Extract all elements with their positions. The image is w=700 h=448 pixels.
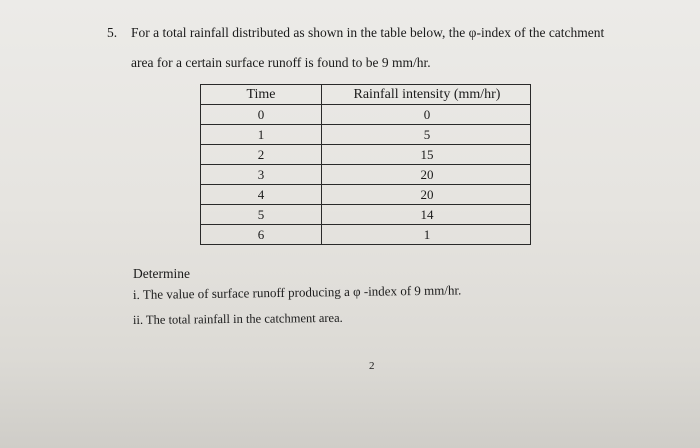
cell-time: 4 — [257, 187, 265, 202]
cell-intensity: 5 — [423, 127, 431, 142]
task-item-1: i. The value of surface runoff producing a φ -index of 9 mm/hr. — [132, 282, 462, 302]
task-item-2: ii. The total rainfall in the catchment area. — [132, 310, 343, 327]
header-time: Time — [246, 87, 276, 102]
table-row — [201, 225, 530, 244]
cell-time: 1 — [257, 127, 265, 142]
cell-intensity: 15 — [420, 147, 434, 162]
cell-intensity: 20 — [420, 167, 434, 182]
table-header-row — [201, 85, 530, 105]
cell-intensity: 0 — [423, 107, 431, 122]
cell-intensity: 1 — [423, 227, 431, 242]
table-row — [201, 205, 530, 225]
cell-time: 2 — [257, 147, 265, 162]
rainfall-table — [200, 84, 531, 245]
question-number: 5. — [107, 25, 118, 40]
cell-intensity: 20 — [420, 187, 434, 202]
question-text-line2: area for a certain surface runoff is found to be 9 mm/hr. — [131, 55, 431, 70]
cell-time: 5 — [257, 207, 265, 222]
cell-intensity: 14 — [420, 207, 434, 222]
cell-time: 6 — [257, 227, 265, 242]
table-row — [201, 105, 530, 125]
header-rainfall-intensity: Rainfall intensity (mm/hr) — [353, 87, 501, 102]
cell-time: 0 — [257, 107, 265, 122]
tasks-heading: Determine — [133, 266, 190, 281]
question-text-line1: For a total rainfall distributed as shown in the table below, the φ-index of the catchment — [131, 25, 605, 40]
table-row — [201, 165, 530, 185]
table-row — [201, 185, 530, 205]
table-row — [201, 145, 530, 165]
table-row — [201, 125, 530, 145]
page-number: 2 — [369, 360, 375, 372]
cell-time: 3 — [257, 167, 265, 182]
